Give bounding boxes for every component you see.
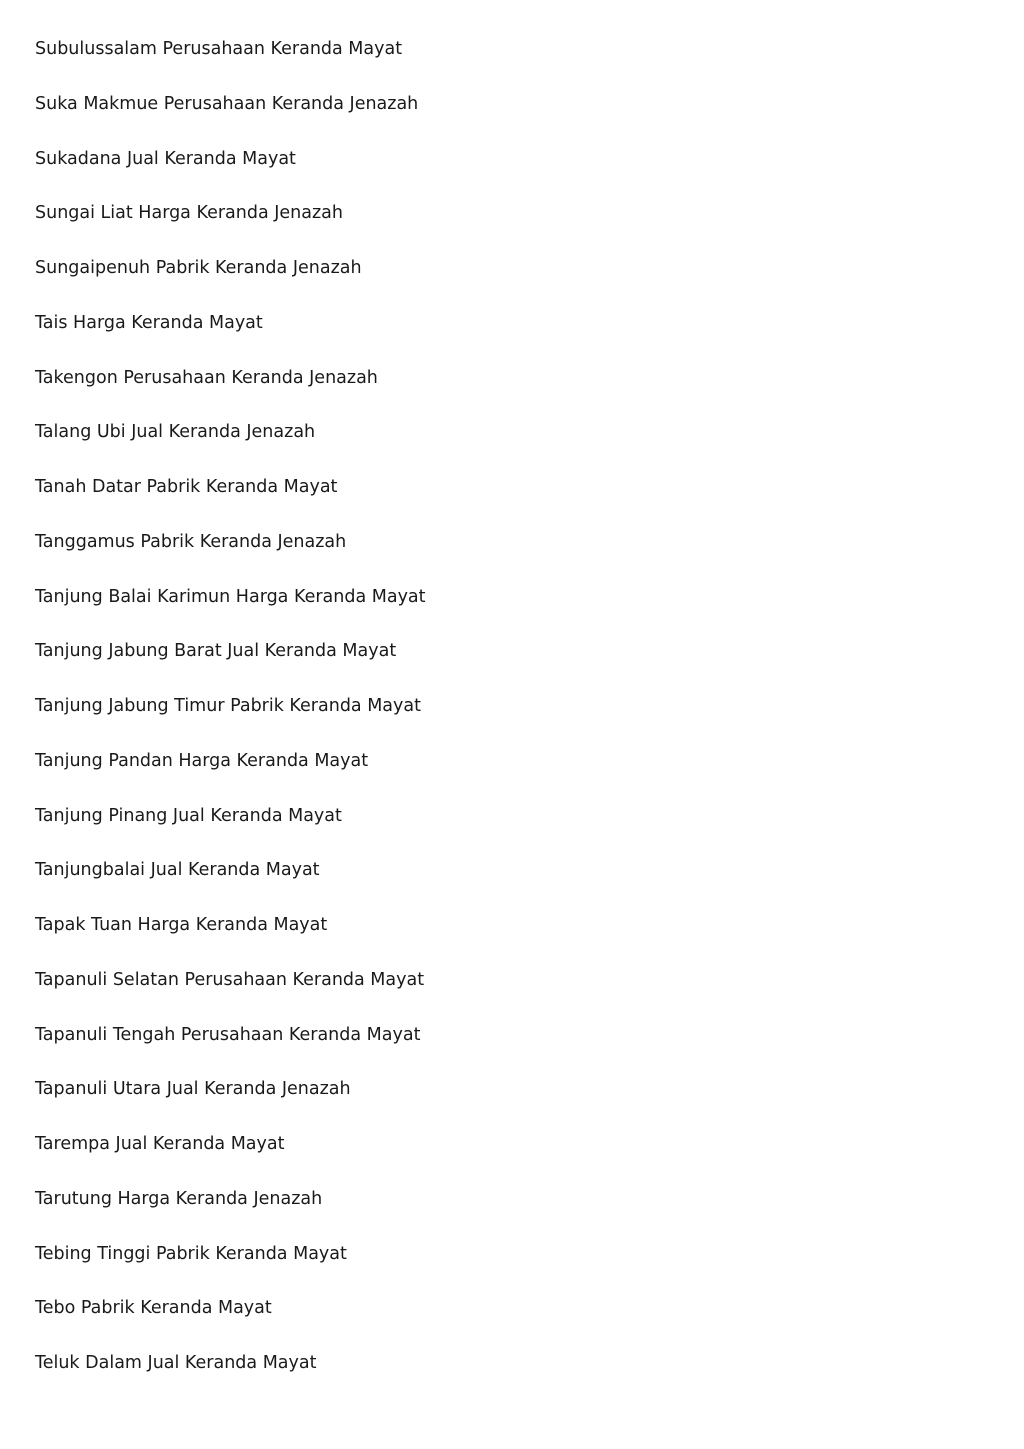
list-item-link[interactable]: Tanah Datar Pabrik Keranda Mayat	[35, 477, 338, 497]
list-item-link[interactable]: Tanjung Pinang Jual Keranda Mayat	[35, 805, 342, 826]
list-item-link[interactable]: Tebo Pabrik Keranda Mayat	[35, 1298, 272, 1319]
list-item	[35, 638, 426, 693]
list-item	[35, 1350, 426, 1405]
list-item-link[interactable]: Talang Ubi Jual Keranda Jenazah	[35, 422, 316, 443]
list-item-link[interactable]: Tapanuli Utara Jual Keranda Jenazah	[35, 1079, 351, 1100]
list-item-link[interactable]: Teluk Dalam Jual Keranda Mayat	[35, 1353, 317, 1373]
list-item	[35, 310, 426, 365]
list-item	[35, 1295, 426, 1350]
list-item-link[interactable]: Tais Harga Keranda Mayat	[35, 312, 263, 333]
list-item-link[interactable]: Tarempa Jual Keranda Mayat	[35, 1134, 285, 1154]
list-item	[35, 146, 426, 201]
list-item	[35, 1022, 426, 1077]
list-item	[35, 912, 426, 967]
list-item-link[interactable]: Tapanuli Selatan Perusahaan Keranda Mayat	[35, 969, 425, 990]
list-item-link[interactable]: Tanjung Jabung Timur Pabrik Keranda Mayat	[35, 696, 421, 716]
list-item	[35, 91, 426, 146]
list-item	[35, 36, 426, 91]
list-item	[35, 748, 426, 803]
list-item	[35, 529, 426, 584]
list-item-link[interactable]: Suka Makmue Perusahaan Keranda Jenazah	[35, 93, 419, 114]
list-item-link[interactable]: Subulussalam Perusahaan Keranda Mayat	[35, 39, 403, 59]
list-item-link[interactable]: Sungai Liat Harga Keranda Jenazah	[35, 203, 343, 224]
list-item-link[interactable]: Tanggamus Pabrik Keranda Jenazah	[35, 531, 347, 552]
list-item	[35, 1241, 426, 1296]
list-item-link[interactable]: Tanjungbalai Jual Keranda Mayat	[35, 860, 320, 881]
list-item-link[interactable]: Tapak Tuan Harga Keranda Mayat	[35, 915, 328, 935]
list-item	[35, 584, 426, 639]
list-item	[35, 1076, 426, 1131]
list-item-link[interactable]: Takengon Perusahaan Keranda Jenazah	[35, 367, 378, 388]
list-item-link[interactable]: Sukadana Jual Keranda Mayat	[35, 148, 296, 169]
list-item	[35, 967, 426, 1022]
list-item-link[interactable]: Tanjung Balai Karimun Harga Keranda Mayat	[35, 586, 426, 607]
list-item	[35, 857, 426, 912]
list-item	[35, 803, 426, 858]
list-item	[35, 365, 426, 420]
list-item-link[interactable]: Tarutung Harga Keranda Jenazah	[35, 1188, 323, 1209]
list-item	[35, 693, 426, 748]
list-item-link[interactable]: Tebing Tinggi Pabrik Keranda Mayat	[35, 1243, 347, 1264]
list-item	[35, 200, 426, 255]
list-item	[35, 419, 426, 474]
list-item-link[interactable]: Tanjung Pandan Harga Keranda Mayat	[35, 750, 369, 771]
list-item	[35, 1186, 426, 1241]
list-item	[35, 255, 426, 310]
list-item	[35, 1131, 426, 1186]
list-item-link[interactable]: Tanjung Jabung Barat Jual Keranda Mayat	[35, 641, 397, 662]
location-link-list	[35, 36, 426, 1405]
list-item	[35, 474, 426, 529]
list-item-link[interactable]: Tapanuli Tengah Perusahaan Keranda Mayat	[35, 1024, 421, 1045]
list-item-link[interactable]: Sungaipenuh Pabrik Keranda Jenazah	[35, 258, 362, 278]
